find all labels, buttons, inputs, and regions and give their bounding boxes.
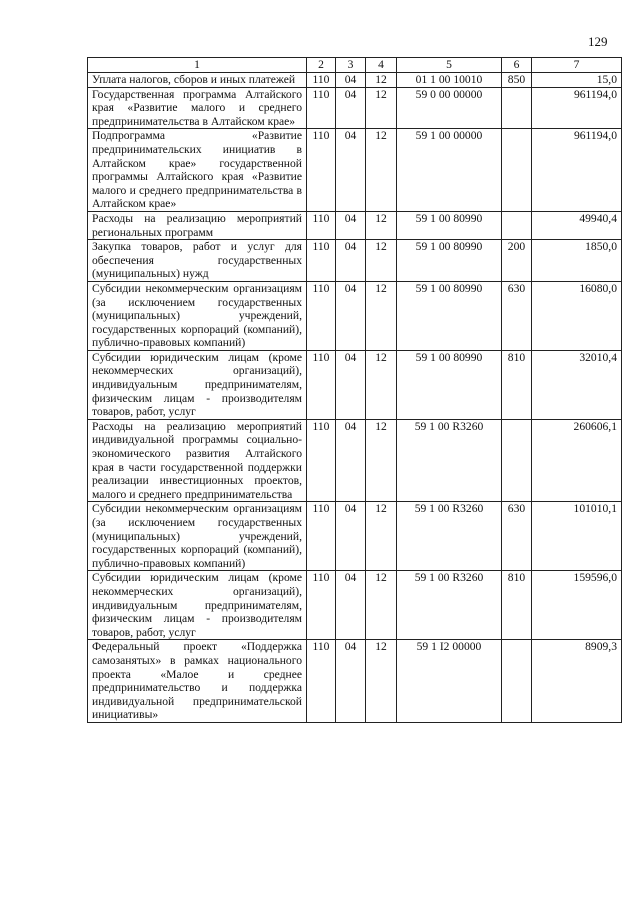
item-name: Субсидии юридическим лицам (кроме некоммерческих организаций), индивидуальным предпринимателям, физическим лицам - производителям товаров, работ, услуг bbox=[88, 571, 307, 640]
item-cs: 12 bbox=[366, 129, 397, 212]
item-pr: 04 bbox=[336, 87, 366, 129]
item-vr: 630 bbox=[502, 502, 532, 571]
item-csr: 59 1 00 80990 bbox=[397, 350, 502, 419]
item-vr bbox=[502, 640, 532, 723]
item-name: Субсидии некоммерческим организациям (за исключением государственных (муниципальных) учреждений, государственных корпораций (компаний), публично-правовых компаний) bbox=[88, 502, 307, 571]
item-cs: 12 bbox=[366, 73, 397, 88]
item-name: Субсидии некоммерческим организациям (за исключением государственных (муниципальных) учреждений, государственных корпораций (компаний), публично-правовых компаний) bbox=[88, 281, 307, 350]
item-sum: 961194,0 bbox=[532, 129, 622, 212]
item-pr: 04 bbox=[336, 73, 366, 88]
item-sum: 961194,0 bbox=[532, 87, 622, 129]
item-vr bbox=[502, 129, 532, 212]
item-rz: 110 bbox=[307, 129, 336, 212]
table-row bbox=[88, 502, 622, 571]
table-row bbox=[88, 73, 622, 88]
item-csr: 59 1 I2 00000 bbox=[397, 640, 502, 723]
item-rz: 110 bbox=[307, 571, 336, 640]
item-cs: 12 bbox=[366, 281, 397, 350]
header-cell: 5 bbox=[397, 58, 502, 73]
table-row bbox=[88, 281, 622, 350]
header-cell: 2 bbox=[307, 58, 336, 73]
table-row bbox=[88, 129, 622, 212]
item-csr: 59 1 00 R3260 bbox=[397, 502, 502, 571]
item-sum: 32010,4 bbox=[532, 350, 622, 419]
table-row bbox=[88, 419, 622, 502]
item-rz: 110 bbox=[307, 73, 336, 88]
item-sum: 49940,4 bbox=[532, 211, 622, 239]
header-cell: 3 bbox=[336, 58, 366, 73]
item-name: Субсидии юридическим лицам (кроме некоммерческих организаций), индивидуальным предпринимателям, физическим лицам - производителям товаров, работ, услуг bbox=[88, 350, 307, 419]
item-pr: 04 bbox=[336, 211, 366, 239]
item-pr: 04 bbox=[336, 502, 366, 571]
item-cs: 12 bbox=[366, 640, 397, 723]
item-rz: 110 bbox=[307, 281, 336, 350]
item-pr: 04 bbox=[336, 571, 366, 640]
table-body bbox=[88, 73, 622, 723]
page-number: 129 bbox=[588, 34, 608, 49]
item-sum: 16080,0 bbox=[532, 281, 622, 350]
item-vr bbox=[502, 87, 532, 129]
item-name: Закупка товаров, работ и услуг для обеспечения государственных (муниципальных) нужд bbox=[88, 240, 307, 282]
item-name: Подпрограмма «Развитие предпринимательских инициатив в Алтайском крае» государственной программы Алтайского края «Развитие малого и среднего предпринимательства в Алтайском крае» bbox=[88, 129, 307, 212]
item-cs: 12 bbox=[366, 571, 397, 640]
item-name: Расходы на реализацию мероприятий региональных программ bbox=[88, 211, 307, 239]
item-cs: 12 bbox=[366, 87, 397, 129]
table-row bbox=[88, 640, 622, 723]
item-sum: 15,0 bbox=[532, 73, 622, 88]
item-rz: 110 bbox=[307, 419, 336, 502]
item-name: Государственная программа Алтайского края «Развитие малого и среднего предпринимательства в Алтайском крае» bbox=[88, 87, 307, 129]
item-csr: 01 1 00 10010 bbox=[397, 73, 502, 88]
header-cell: 7 bbox=[532, 58, 622, 73]
item-cs: 12 bbox=[366, 419, 397, 502]
item-pr: 04 bbox=[336, 640, 366, 723]
item-sum: 159596,0 bbox=[532, 571, 622, 640]
item-rz: 110 bbox=[307, 350, 336, 419]
header-cell: 4 bbox=[366, 58, 397, 73]
item-csr: 59 1 00 R3260 bbox=[397, 419, 502, 502]
item-cs: 12 bbox=[366, 211, 397, 239]
item-name: Расходы на реализацию мероприятий индивидуальной программы социально-экономического развития Алтайского края в части государственной поддержки реализации инвестиционных проектов, малого и среднего предпринимательства bbox=[88, 419, 307, 502]
item-rz: 110 bbox=[307, 240, 336, 282]
item-csr: 59 1 00 80990 bbox=[397, 281, 502, 350]
header-cell: 1 bbox=[88, 58, 307, 73]
item-csr: 59 0 00 00000 bbox=[397, 87, 502, 129]
item-sum: 8909,3 bbox=[532, 640, 622, 723]
table-row bbox=[88, 350, 622, 419]
table-row bbox=[88, 240, 622, 282]
item-pr: 04 bbox=[336, 419, 366, 502]
item-name: Уплата налогов, сборов и иных платежей bbox=[88, 73, 307, 88]
item-csr: 59 1 00 80990 bbox=[397, 211, 502, 239]
item-pr: 04 bbox=[336, 240, 366, 282]
item-vr: 810 bbox=[502, 350, 532, 419]
table-row bbox=[88, 87, 622, 129]
item-csr: 59 1 00 00000 bbox=[397, 129, 502, 212]
item-rz: 110 bbox=[307, 502, 336, 571]
item-pr: 04 bbox=[336, 129, 366, 212]
header-row bbox=[88, 58, 622, 73]
item-pr: 04 bbox=[336, 281, 366, 350]
item-vr: 810 bbox=[502, 571, 532, 640]
item-rz: 110 bbox=[307, 640, 336, 723]
item-name: Федеральный проект «Поддержка самозанятых» в рамках национального проекта «Малое и среднее предпринимательство и поддержка индивидуальной предпринимательской инициативы» bbox=[88, 640, 307, 723]
item-cs: 12 bbox=[366, 502, 397, 571]
item-vr: 200 bbox=[502, 240, 532, 282]
item-vr bbox=[502, 419, 532, 502]
table-row bbox=[88, 211, 622, 239]
item-rz: 110 bbox=[307, 211, 336, 239]
item-rz: 110 bbox=[307, 87, 336, 129]
item-csr: 59 1 00 80990 bbox=[397, 240, 502, 282]
item-csr: 59 1 00 R3260 bbox=[397, 571, 502, 640]
item-sum: 260606,1 bbox=[532, 419, 622, 502]
item-cs: 12 bbox=[366, 350, 397, 419]
budget-table bbox=[87, 57, 622, 723]
item-vr bbox=[502, 211, 532, 239]
item-vr: 630 bbox=[502, 281, 532, 350]
item-pr: 04 bbox=[336, 350, 366, 419]
item-sum: 1850,0 bbox=[532, 240, 622, 282]
table-row bbox=[88, 571, 622, 640]
item-sum: 101010,1 bbox=[532, 502, 622, 571]
item-cs: 12 bbox=[366, 240, 397, 282]
header-cell: 6 bbox=[502, 58, 532, 73]
item-vr: 850 bbox=[502, 73, 532, 88]
